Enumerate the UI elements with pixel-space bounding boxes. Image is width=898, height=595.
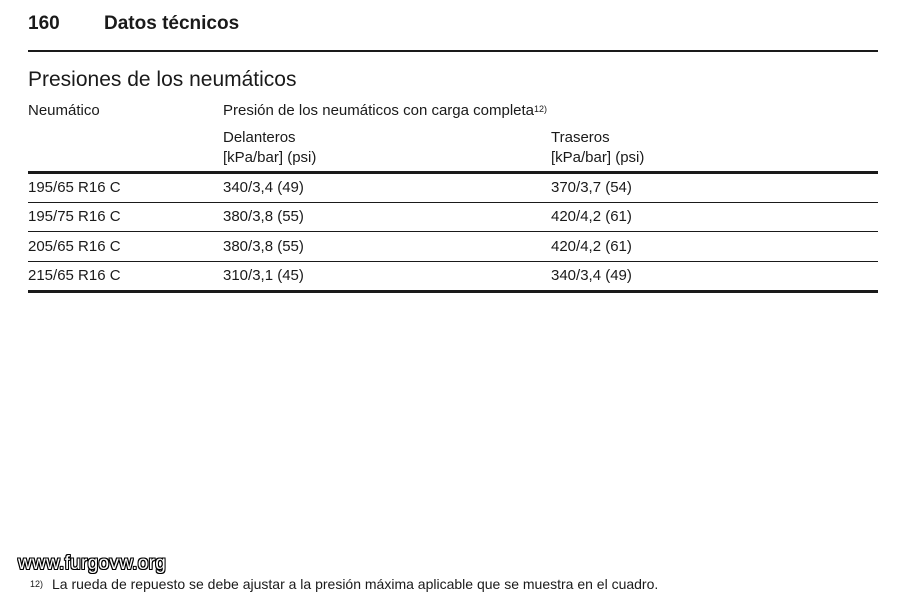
rear-pressure-cell: 370/3,7 (54) <box>551 179 632 196</box>
tire-size-cell: 215/65 R16 C <box>28 267 121 284</box>
tire-size-cell: 195/65 R16 C <box>28 179 121 196</box>
rear-pressure-cell: 420/4,2 (61) <box>551 238 632 255</box>
section-title: Presiones de los neumáticos <box>28 68 297 91</box>
watermark: www.furgovw.org <box>18 553 167 574</box>
table-row <box>28 262 878 290</box>
table-row <box>28 174 878 202</box>
rear-pressure-cell: 420/4,2 (61) <box>551 208 632 225</box>
front-pressure-cell: 340/3,4 (49) <box>223 179 304 196</box>
footnote <box>30 575 658 593</box>
column-header-front-unit: [kPa/bar] (psi) <box>223 149 317 166</box>
tire-size-cell: 205/65 R16 C <box>28 238 121 255</box>
footnote-marker: 12) <box>30 579 44 589</box>
rear-pressure-cell: 340/3,4 (49) <box>551 267 632 284</box>
column-header-rear-unit: [kPa/bar] (psi) <box>551 149 645 166</box>
page-number: 160 <box>28 13 60 34</box>
footnote-text: La rueda de repuesto se debe ajustar a la presión máxima aplicable que se muestra en el cuadro. <box>52 576 659 592</box>
front-pressure-cell: 380/3,8 (55) <box>223 208 304 225</box>
table-row <box>28 233 878 261</box>
column-header-pressure <box>223 101 547 121</box>
column-header-tire: Neumático <box>28 102 100 119</box>
row-divider <box>28 231 878 232</box>
column-header-front: Delanteros <box>223 129 296 146</box>
column-header-rear: Traseros <box>551 129 610 146</box>
tire-size-cell: 195/75 R16 C <box>28 208 121 225</box>
page-header <box>28 12 878 52</box>
table-bottom-rule <box>28 290 878 293</box>
front-pressure-cell: 380/3,8 (55) <box>223 238 304 255</box>
table-row <box>28 203 878 231</box>
column-header-pressure-label: Presión de los neumáticos con carga completa <box>223 102 535 119</box>
chapter-title: Datos técnicos <box>104 13 240 34</box>
footnote-reference: 12) <box>534 104 548 114</box>
front-pressure-cell: 310/3,1 (45) <box>223 267 304 284</box>
